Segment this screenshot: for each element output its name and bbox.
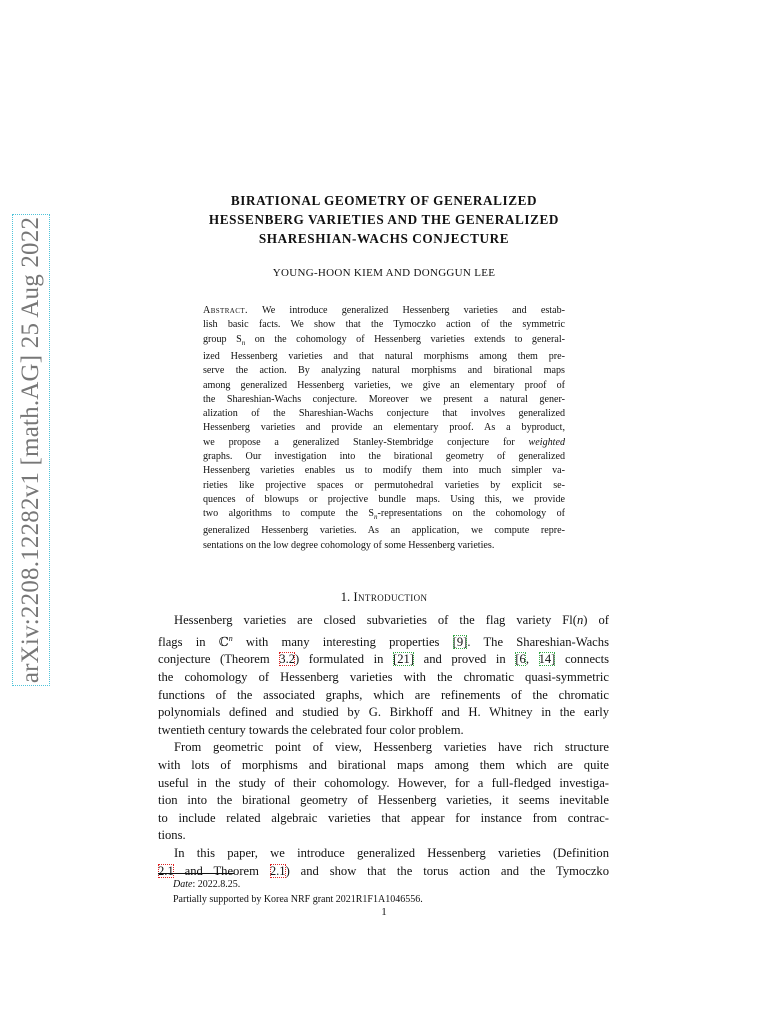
abstract-line: the Shareshian-Wachs conjecture. Moreover we present a natural gener- (203, 393, 565, 405)
section-heading (150, 590, 618, 605)
citation-link[interactable]: [21] (393, 652, 415, 667)
title-line-2: HESSENBERG VARIETIES AND THE GENERALIZED (208, 212, 560, 227)
body-line: tions. (158, 828, 186, 843)
body-line: polynomials defined and studied by G. Birkhoff and H. Whitney in the early (158, 705, 609, 720)
abstract-line: alization of the Shareshian-Wachs conjecture that involves generalized (203, 408, 565, 420)
body-line: with lots of morphisms and birational maps among them which are quite (158, 757, 609, 772)
body-line: tion into the birational geometry of Hessenberg varieties, it seems inevitable (158, 793, 609, 808)
abstract-label: Abstract. (203, 305, 248, 316)
abstract-line: among generalized Hessenberg varieties, we give an elementary proof of (203, 379, 565, 391)
body-line: From geometric point of view, Hessenberg varieties have rich structure (174, 740, 609, 755)
body-line: to include related algebraic varieties that appear for instance from contrac- (158, 810, 609, 825)
abstract-line: group $S_n$ on the cohomology of Hessenberg varieties extends to general- (203, 333, 565, 347)
citation-link[interactable]: [9] (452, 634, 468, 649)
citation-link[interactable]: 14] (538, 652, 556, 667)
body-line: flags in ℂ$^n$ with many interesting properties [9]. The Shareshian-Wachs (158, 633, 609, 649)
body-line: Hessenberg varieties are closed subvarieties of the flag variety Fl(n) of (174, 613, 609, 627)
abstract (203, 304, 565, 553)
definition-link[interactable]: 2.1 (158, 863, 174, 878)
body-line: useful in the study of their cohomology. However, for a full-fledged investiga- (158, 775, 609, 790)
theorem-link[interactable]: 3.2 (279, 652, 296, 667)
body-line: functions of the associated graphs, which are refinements of the chromatic (158, 687, 609, 702)
paper-title (150, 191, 618, 248)
theorem-link[interactable]: 2.1 (269, 863, 286, 878)
footnote-support: Partially supported by Korea NRF grant 2021R1F1A1046556. (173, 894, 423, 905)
page-number: 1 (381, 906, 387, 918)
section-number: 1. (340, 590, 351, 604)
title-line-1: BIRATIONAL GEOMETRY OF GENERALIZED (230, 193, 538, 208)
arxiv-identifier[interactable]: arXiv:2208.12282v1 [math.AG] 25 Aug 2022 (17, 216, 44, 684)
abstract-line: generalized Hessenberg varieties. As an application, we compute repre- (203, 525, 565, 537)
arxiv-stamp[interactable] (12, 214, 50, 686)
introduction-body (158, 612, 609, 880)
citation-link[interactable]: [6 (515, 652, 526, 667)
abstract-line: we propose a generalized Stanley-Stembridge conjecture for weighted (203, 436, 565, 448)
footnote-date: Date: 2022.8.25. (173, 879, 241, 890)
abstract-line: quences of blowups or projective bundle maps. Using this, we provide (203, 493, 565, 505)
abstract-line: graphs. Our investigation into the birational geometry of generalized (203, 450, 565, 462)
abstract-line: lish basic facts. We show that the Tymoczko action of the symmetric (203, 319, 565, 331)
abstract-line: Abstract. We introduce generalized Hessenberg varieties and estab- (203, 305, 565, 316)
abstract-line: Hessenberg varieties and provide an elementary proof. As a byproduct, (203, 422, 565, 434)
body-line: conjecture (Theorem 3.2) formulated in [21] and proved in [6, 14] connects (158, 652, 610, 667)
footnote-rule (158, 873, 234, 874)
abstract-line: two algorithms to compute the $S_n$-representations on the cohomology of (203, 508, 565, 522)
paper-authors: YOUNG-HOON KIEM AND DONGGUN LEE (272, 267, 496, 279)
body-line: twentieth century towards the celebrated four color problem. (158, 722, 464, 737)
abstract-line: rieties like projective spaces or permutohedral varieties by explicit se- (203, 479, 565, 491)
body-line: 2.1 and Theorem 2.1) and show that the torus action and the Tymoczko (158, 863, 609, 878)
title-line-3: SHARESHIAN-WACHS CONJECTURE (258, 231, 510, 246)
body-line: the cohomology of Hessenberg varieties with the chromatic quasi-symmetric (158, 669, 609, 684)
abstract-line: Hessenberg varieties enables us to modify them into much simpler va- (203, 465, 565, 477)
abstract-line: serve the action. By analyzing natural morphisms and birational maps (203, 365, 565, 377)
body-line: In this paper, we introduce generalized Hessenberg varieties (Definition (174, 845, 609, 860)
abstract-line: sentations on the low degree cohomology of some Hessenberg varieties. (203, 539, 495, 551)
abstract-line: ized Hessenberg varieties and that natural morphisms among them pre- (203, 350, 565, 362)
footnotes (173, 877, 423, 907)
section-title: Introduction (353, 590, 428, 604)
